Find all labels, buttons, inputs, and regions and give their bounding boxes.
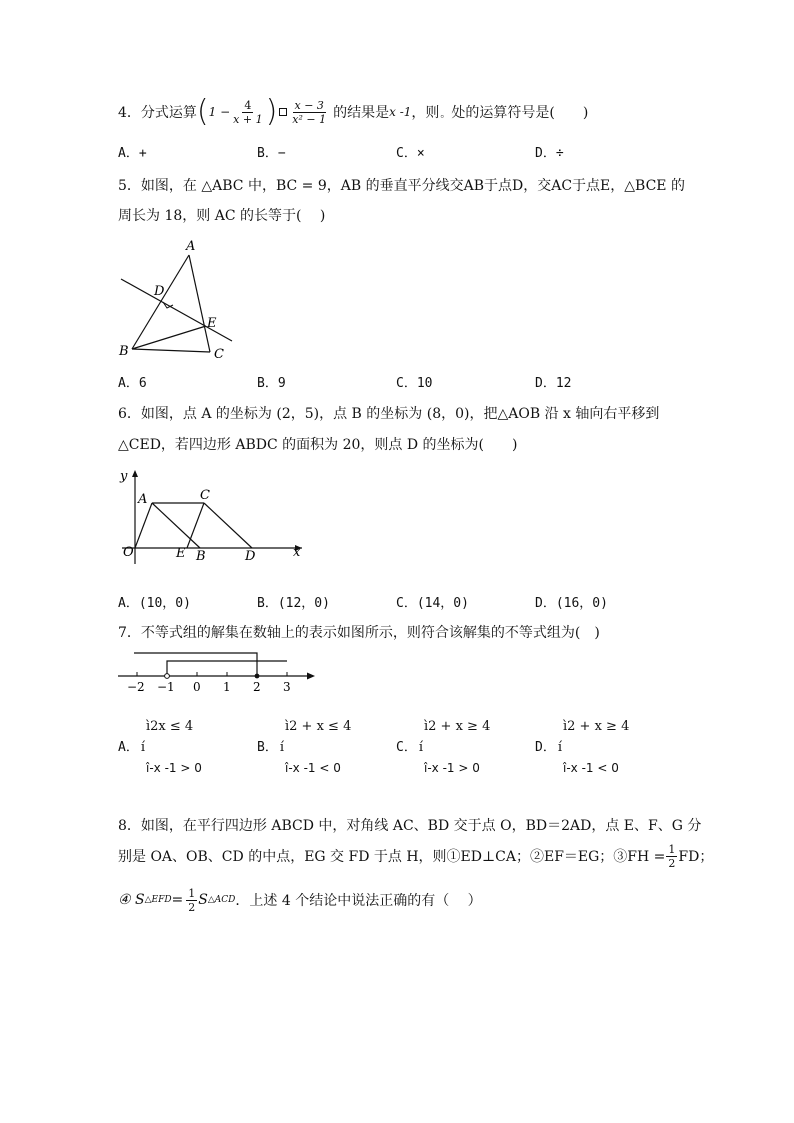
q7-option-c-bottom: î-x -1 > 0 [424,761,480,775]
q7-tick-label: 1 [223,680,231,694]
q8-line2-tail: FD； [678,849,714,865]
q7-option-a-top: ì2x ≤ 4 [146,719,194,734]
q4-stem [118,94,588,130]
q6-option-a[interactable]: A．(10，0) [118,596,191,611]
q4-option-b[interactable]: B．− [257,146,286,161]
q7-option-c-top: ì2 + x ≥ 4 [424,719,491,734]
q7-line1: 7．不等式组的解集在数轴上的表示如图所示，则符合该解集的不等式组为( ) [118,625,600,641]
q5-side-bc [132,349,210,352]
q8-line3-tail: ．上述 4 个结论中说法正确的有（ ） [235,893,482,909]
q6-option-c[interactable]: C．(14，0) [396,596,469,611]
q6-label-b: B [196,549,206,564]
q8-line2-text: 别是 OA、OB、CD 的中点，EG 交 FD 于点 H，则①ED⊥CA；②EF＝EG；③FH = [118,849,666,865]
q7-option-d[interactable] [535,716,629,779]
q6-label-a: A [138,492,148,507]
q4-frac2: $\frac{x - 3}{\text{x² − 1}}$ [292,98,327,126]
q5-option-d[interactable]: D．12 [535,376,572,391]
q7-tick-label: 0 [193,680,201,694]
q6-coordinate-figure [112,462,312,578]
q7-option-a-bottom: î-x -1 > 0 [146,761,202,775]
q5-label-a: A [186,239,196,254]
q7-option-d-label: D． [535,740,556,755]
q7-axis-arrow [307,673,315,680]
q8-line3 [118,882,482,918]
q6-label-o: O [123,545,134,560]
q5-option-c[interactable]: C．10 [396,376,433,391]
q5-perp-bisector [121,279,232,341]
q7-ray-left [134,653,257,676]
q6-segment-cd [204,503,252,548]
q7-option-b[interactable] [257,716,351,779]
q7-option-b-top: ì2 + x ≤ 4 [285,719,352,734]
q6-label-c: C [200,488,210,503]
q8-line1: 8．如图，在平行四边形 ABCD 中，对角线 AC、BD 交于点 O，BD＝2AD，点 E、F、G 分 [118,818,702,834]
q5-label-b: B [119,344,129,359]
q7-option-d-bottom: î-x -1 < 0 [563,761,619,775]
q7-option-a-label: A． [118,740,139,755]
q4-text-d: 处的运算符号是( ) [451,105,589,121]
q5-line1: 5．如图，在 △ABC 中，BC = 9，AB 的垂直平分线交AB于点D，交AC于点E，△BCE 的 [118,178,685,194]
q4-option-a[interactable]: A．+ [118,146,147,161]
q4-option-d[interactable]: D．÷ [535,146,564,161]
q8-area-acd: S [198,892,208,908]
q7-tick-label: 2 [253,680,261,694]
q7-tick-label: −1 [157,680,175,694]
q4-operator-box [279,108,287,116]
q5-option-b[interactable]: B．9 [257,376,286,391]
q5-label-c: C [214,347,224,362]
q8-half-fraction: $\frac{1}{2}$ [668,842,676,870]
q6-label-y: y [120,469,128,484]
q7-tick-label: −2 [127,680,145,694]
q4-right-paren: ) [265,94,278,129]
q4-text-b: 的结果是 [333,105,390,121]
q8-equals: = [171,892,184,908]
q4-frac1: $\frac{4}{x + 1}$ [233,98,263,126]
q7-option-b-bottom: î-x -1 < 0 [285,761,341,775]
q7-option-b-brace: í [279,740,284,755]
q8-area-efd-sub: △EFD [144,895,172,905]
q7-open-dot [165,674,170,679]
q5-label-e: E [207,316,217,331]
q6-label-e: E [176,546,186,561]
q6-option-d[interactable]: D．(16，0) [535,596,608,611]
q5-side-ab [132,255,189,349]
q5-label-d: D [154,284,165,299]
q7-option-b-label: B． [257,740,278,755]
q7-option-d-top: ì2 + x ≥ 4 [563,719,630,734]
q6-option-b[interactable]: B．(12，0) [257,596,330,611]
q6-segment-oa [135,503,152,548]
q5-triangle-figure [112,236,242,362]
q5-side-ac [189,255,210,352]
q6-segment-ce [187,503,204,548]
q5-line2: 周长为 18，则 AC 的长等于( ) [118,208,326,224]
q4-left-paren: ( [196,94,209,129]
q7-option-d-brace: í [557,740,562,755]
q6-label-x: x [293,545,301,560]
q6-label-d: D [245,549,256,564]
q7-option-c-brace: í [418,740,423,755]
q7-option-a-brace: í [140,740,145,755]
q7-option-c[interactable] [396,716,490,779]
q4-option-c[interactable]: C．× [396,146,425,161]
q6-segment-ab [152,503,200,548]
q4-text-a: 分式运算 [140,105,197,121]
q6-line1: 6．如图，点 A 的坐标为 (2，5)，点 B 的坐标为 (8，0)，把△AOB 沿 x 轴向右平移到 [118,406,660,422]
q8-area-acd-sub: △ACD [207,895,236,905]
q4-text-c: ，则 [411,105,440,121]
q7-closed-dot [255,674,260,679]
q7-tick-label: 3 [283,680,291,694]
q7-number-line [112,644,322,694]
q7-option-a[interactable] [118,716,202,779]
q4-one-minus: 1 − [208,105,231,119]
q4-number: 4． [118,105,141,121]
q8-line2 [118,838,713,874]
q5-option-a[interactable]: A．6 [118,376,147,391]
q8-area-efd: ④ S [118,892,145,908]
q5-segment-be [132,326,206,349]
q4-box-ref: 。 [440,108,451,120]
q8-area-fraction: $\frac{1}{2}$ [188,886,196,914]
q6-line2: △CED，若四边形 ABDC 的面积为 20，则点 D 的坐标为( ) [118,437,518,453]
q7-option-c-label: C． [396,740,417,755]
q4-result: x -1 [389,105,412,119]
q6-y-arrow [132,470,138,477]
